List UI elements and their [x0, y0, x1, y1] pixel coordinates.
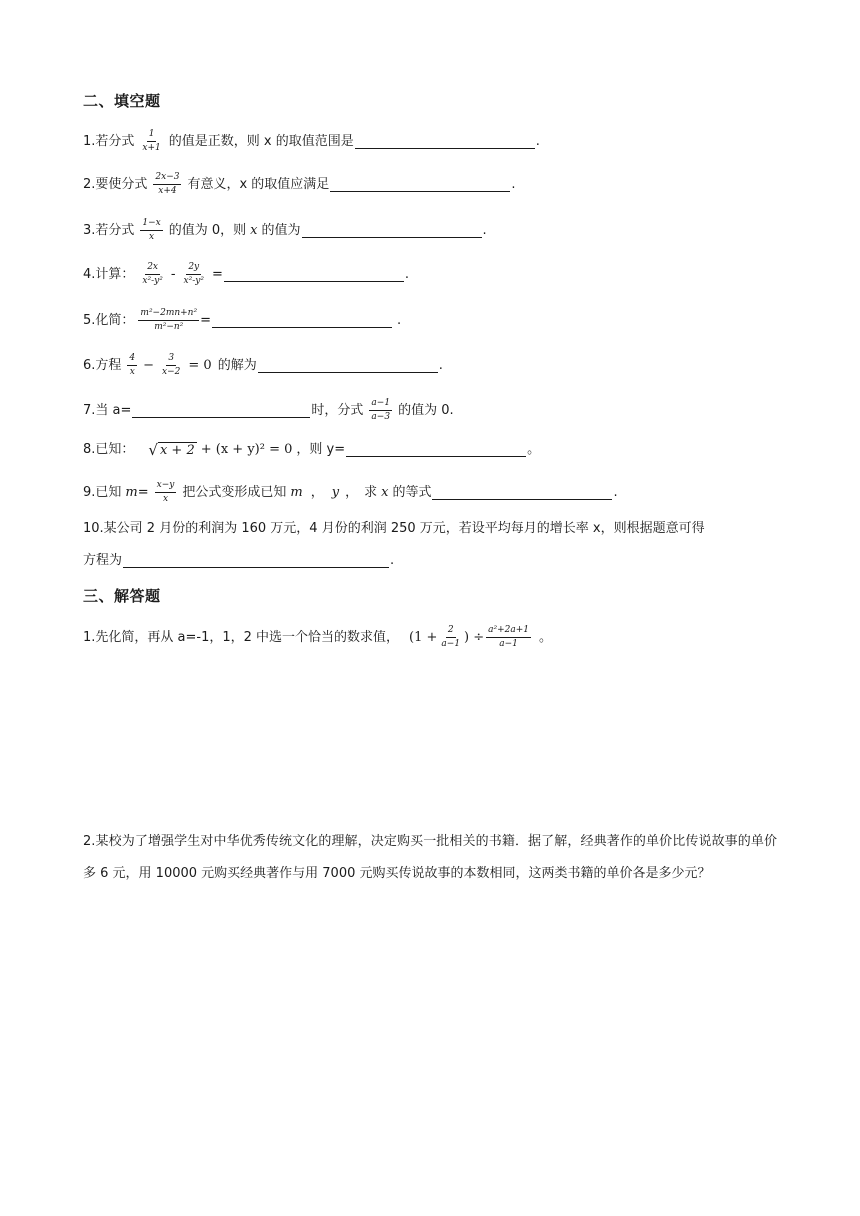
sqrt-expression: √ x + 2 [148, 441, 195, 459]
question-3: 3.若分式 $\frac{1-x}{x}$ 的值为 0，则 x 的值为 . [83, 218, 487, 242]
question-9: 9.已知 m = $\frac{x-y}{x}$ 把公式变形成已知 m ， y ， 求 x 的等式 . [83, 480, 618, 504]
fraction: $\frac{4}{x}$ [129, 353, 136, 377]
answer-blank[interactable] [132, 404, 310, 418]
question-10-line-2: 方程为 . [83, 553, 395, 568]
solve-question-1: 1.先化简，再从 a=-1，1，2 中选一个恰当的数求值， (1 + $\frac{2}{a-1}$ ) ÷ $\frac{\text{a²+2a+1}}{a-1}$ 。 [83, 625, 553, 649]
fraction: $\frac{a-1}{a-3}$ [371, 398, 391, 422]
fraction: $\frac{1}{x+1}$ [142, 129, 161, 153]
question-10-line-1: 10.某公司 2 月份的利润为 160 万元，4 月份的利润 250 万元，若设平均每月的增长率 x，则根据题意可得 [83, 521, 705, 536]
question-7: 7.当 a= 时，分式 $\frac{a-1}{a-3}$ 的值为 0. [83, 398, 454, 422]
fraction: $\frac{3}{x-2}$ [162, 353, 181, 377]
answer-blank[interactable] [302, 224, 482, 238]
fraction: $\frac{2y}{\text{x²-y²}}$ [183, 262, 204, 286]
question-4: 4.计算： $\frac{2x}{\text{x²-y²}}$ - $\frac{2y}{\text{x²-y²}}$ = . [83, 262, 409, 286]
answer-blank[interactable] [330, 178, 510, 192]
fraction: $\frac{2x-3}{x+4}$ [155, 172, 180, 196]
fraction: $\frac{\text{m²−2mn+n²}}{\text{m²−n²}}$ [140, 308, 198, 332]
answer-blank[interactable] [212, 314, 392, 328]
fraction: $\frac{\text{a²+2a+1}}{a-1}$ [488, 625, 530, 649]
section-title-fill-in: 二、填空题 [83, 92, 161, 110]
solve-question-2: 2.某校为了增强学生对中华优秀传统文化的理解，决定购买一批相关的书籍．据了解，经典著作的单价比传说故事的单价多 6 元，用 10000 元购买经典著作与用 7000 元购买传说故事的本数相同，这两类书籍的单价各是多少元？ [83, 834, 777, 881]
question-1: 1.若分式 $\frac{1}{x+1}$ 的值是正数，则 x 的取值范围是 . [83, 129, 540, 153]
answer-blank[interactable] [355, 135, 535, 149]
question-5: 5.化简： $\frac{\text{m²−2mn+n²}}{\text{m²−n²}}$ = . [83, 308, 402, 332]
fraction: $\frac{2}{a-1}$ [441, 625, 461, 649]
answer-blank[interactable] [346, 443, 526, 457]
fraction: $\frac{2x}{\text{x²-y²}}$ [142, 262, 163, 286]
fraction: $\frac{x-y}{x}$ [156, 480, 175, 504]
question-2: 2.要使分式 $\frac{2x-3}{x+4}$ 有意义，x 的取值应满足 . [83, 172, 516, 196]
answer-blank[interactable] [123, 554, 389, 568]
section-title-solve: 三、解答题 [83, 587, 161, 605]
question-8: 8.已知： √ x + 2 + (x + y)² = 0 ，则 y= 。 [83, 441, 541, 459]
answer-blank[interactable] [258, 359, 438, 373]
answer-blank[interactable] [432, 486, 612, 500]
answer-blank[interactable] [224, 268, 404, 282]
fraction: $\frac{1-x}{x}$ [142, 218, 161, 242]
question-6: 6.方程 $\frac{4}{x}$ − $\frac{3}{x-2}$ = 0 的解为 . [83, 353, 443, 377]
